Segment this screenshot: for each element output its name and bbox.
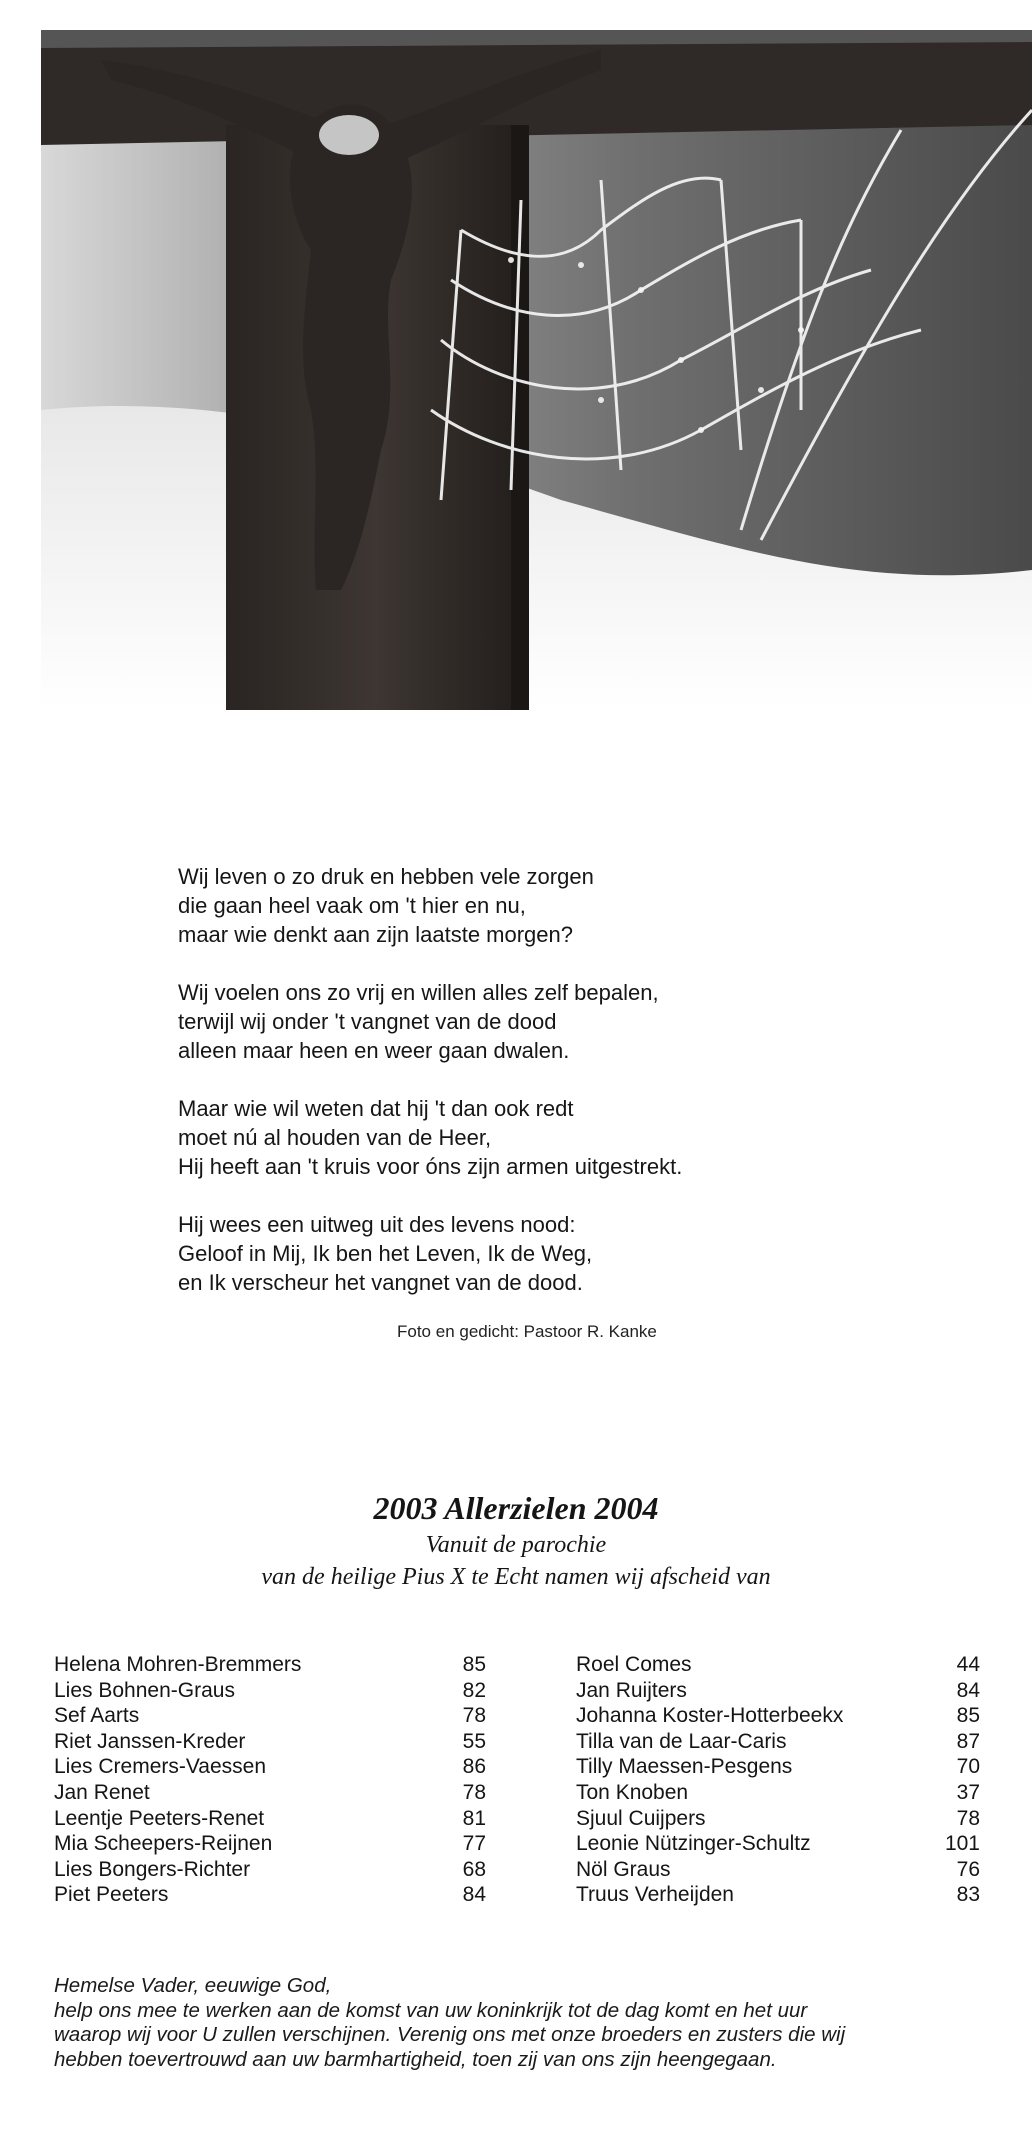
- memorial-subtitle-2: van de heilige Pius X te Echt namen wij afscheid van: [261, 1564, 771, 1590]
- list-item: [54, 1678, 486, 1704]
- list-item: [576, 1831, 980, 1857]
- memorial-list-left: [54, 1652, 486, 1908]
- list-item: [576, 1857, 980, 1883]
- deceased-age: 83: [956, 1883, 980, 1907]
- poem-stanza-2: [178, 978, 978, 1065]
- list-item: [54, 1857, 486, 1883]
- prayer-line: waarop wij voor U zullen verschijnen. Verenig ons met onze broeders en zusters die wij: [54, 2023, 846, 2046]
- deceased-age: 85: [956, 1704, 980, 1728]
- deceased-name: Ton Knoben: [576, 1780, 689, 1804]
- deceased-name: Piet Peeters: [54, 1883, 169, 1907]
- deceased-age: 78: [462, 1704, 486, 1728]
- deceased-name: Tilla van de Laar-Caris: [576, 1729, 787, 1753]
- poem-line: maar wie denkt aan zijn laatste morgen?: [178, 922, 573, 947]
- list-item: [54, 1729, 486, 1755]
- poem-line: Hij heeft aan 't kruis voor óns zijn armen uitgestrekt.: [178, 1154, 683, 1179]
- poem-stanza-4: [178, 1210, 978, 1297]
- deceased-age: 77: [462, 1832, 486, 1856]
- deceased-name: Helena Mohren-Bremmers: [54, 1653, 302, 1676]
- poem-line: Hij wees een uitweg uit des levens nood:: [178, 1212, 576, 1237]
- poem-line: terwijl wij onder 't vangnet van de dood: [178, 1009, 557, 1034]
- list-item: [54, 1652, 486, 1678]
- deceased-age: 76: [956, 1857, 980, 1881]
- memorial-title: 2003 Allerzielen 2004: [373, 1490, 659, 1526]
- crucifix-photo: [41, 30, 1032, 710]
- poem-line: moet nú al houden van de Heer,: [178, 1125, 492, 1150]
- deceased-name: Jan Ruijters: [576, 1678, 687, 1702]
- deceased-age: 84: [462, 1883, 486, 1907]
- deceased-age: 86: [462, 1755, 486, 1779]
- deceased-age: 44: [956, 1653, 980, 1676]
- prayer-line: hebben toevertrouwd aan uw barmhartigheid, toen zij van ons zijn heengegaan.: [54, 2047, 777, 2071]
- list-item: [54, 1806, 486, 1832]
- deceased-name: Lies Bongers-Richter: [54, 1857, 251, 1881]
- deceased-name: Roel Comes: [576, 1653, 692, 1676]
- deceased-name: Mia Scheepers-Reijnen: [54, 1832, 273, 1856]
- deceased-name: Johanna Koster-Hotterbeekx: [576, 1704, 844, 1728]
- deceased-age: 70: [956, 1755, 980, 1779]
- prayer: [54, 1974, 1014, 2072]
- poem: [178, 862, 978, 1326]
- deceased-name: Riet Janssen-Kreder: [54, 1729, 246, 1753]
- deceased-name: Truus Verheijden: [576, 1883, 734, 1907]
- prayer-line: Hemelse Vader, eeuwige God,: [54, 1974, 332, 1997]
- poem-line: Geloof in Mij, Ik ben het Leven, Ik de Weg,: [178, 1241, 593, 1266]
- list-item: [54, 1780, 486, 1806]
- deceased-name: Tilly Maessen-Pesgens: [576, 1755, 793, 1779]
- deceased-age: 87: [956, 1729, 980, 1753]
- poem-line: Wij voelen ons zo vrij en willen alles zelf bepalen,: [178, 980, 659, 1005]
- poem-line: en Ik verscheur het vangnet van de dood.: [178, 1270, 583, 1295]
- deceased-age: 78: [956, 1806, 980, 1830]
- deceased-age: 37: [956, 1780, 980, 1804]
- deceased-name: Jan Renet: [54, 1780, 150, 1804]
- deceased-name: Leentje Peeters-Renet: [54, 1806, 265, 1830]
- prayer-line: help ons mee te werken aan de komst van uw koninkrijk tot de dag komt en het uur: [54, 1998, 808, 2022]
- deceased-name: Sjuul Cuijpers: [576, 1806, 706, 1830]
- deceased-name: Leonie Nützinger-Schultz: [576, 1832, 811, 1856]
- poem-credit: Foto en gedicht: Pastoor R. Kanke: [397, 1322, 657, 1341]
- poem-line: Maar wie wil weten dat hij 't dan ook redt: [178, 1096, 574, 1121]
- list-item: [576, 1678, 980, 1704]
- deceased-age: 101: [944, 1832, 980, 1856]
- crucifix-with-frosted-spiderweb-photo-icon: [41, 30, 1032, 710]
- deceased-age: 55: [462, 1729, 486, 1753]
- list-item: [54, 1703, 486, 1729]
- deceased-age: 81: [462, 1806, 486, 1830]
- deceased-age: 82: [462, 1678, 486, 1702]
- memorial-subtitle: Vanuit de parochie: [425, 1532, 607, 1558]
- poem-line: Wij leven o zo druk en hebben vele zorgen: [178, 864, 594, 889]
- list-item: [576, 1703, 980, 1729]
- deceased-name: Sef Aarts: [54, 1704, 140, 1728]
- deceased-age: 85: [462, 1653, 486, 1676]
- list-item: [54, 1882, 486, 1908]
- poem-stanza-3: [178, 1094, 978, 1181]
- poem-line: alleen maar heen en weer gaan dwalen.: [178, 1038, 570, 1063]
- poem-line: die gaan heel vaak om 't hier en nu,: [178, 893, 526, 918]
- poem-stanza-1: [178, 862, 978, 949]
- deceased-age: 68: [462, 1857, 486, 1881]
- list-item: [54, 1831, 486, 1857]
- list-item: [54, 1754, 486, 1780]
- list-item: [576, 1780, 980, 1806]
- deceased-age: 78: [462, 1780, 486, 1804]
- deceased-name: Lies Bohnen-Graus: [54, 1678, 235, 1702]
- deceased-name: Nöl Graus: [576, 1857, 671, 1881]
- memorial-list-right: [576, 1652, 980, 1908]
- list-item: [576, 1882, 980, 1908]
- list-item: [576, 1729, 980, 1755]
- list-item: [576, 1652, 980, 1678]
- deceased-name: Lies Cremers-Vaessen: [54, 1755, 267, 1779]
- list-item: [576, 1754, 980, 1780]
- deceased-age: 84: [956, 1678, 980, 1702]
- list-item: [576, 1806, 980, 1832]
